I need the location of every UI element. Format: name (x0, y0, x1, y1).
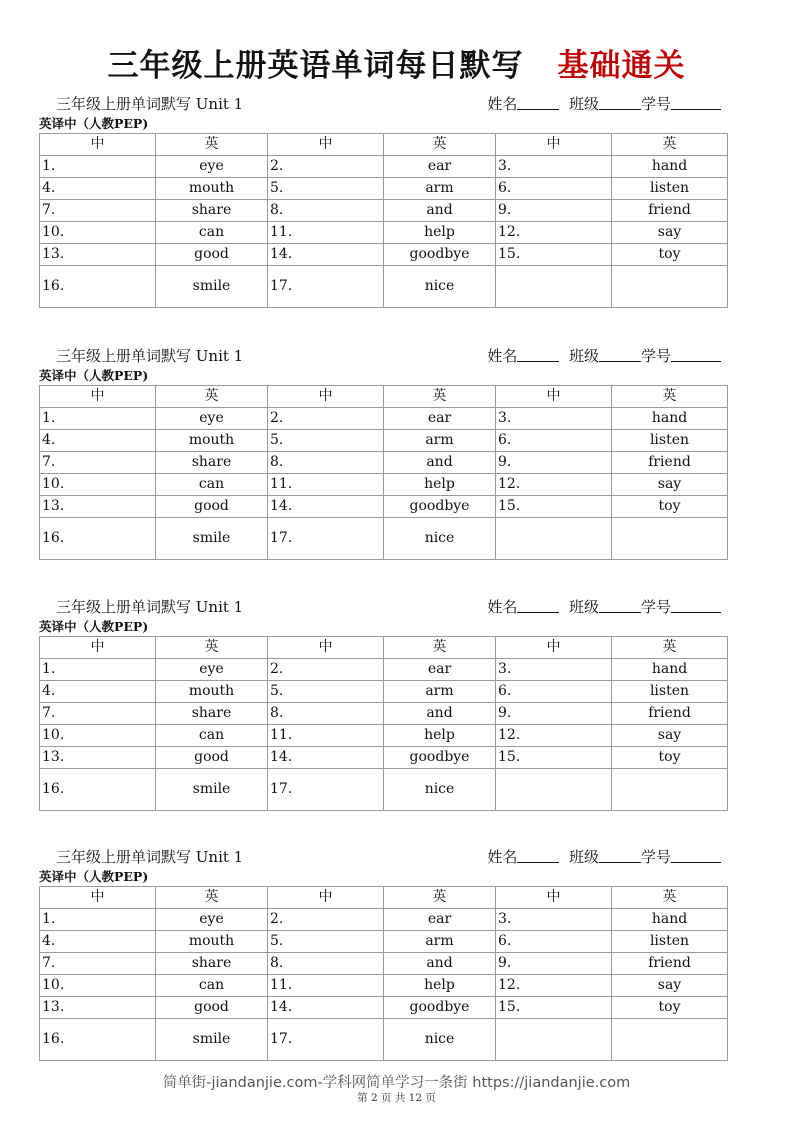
worksheet-unit-title: 三年级上册单词默写 Unit 1 (56, 95, 244, 113)
english-word-cell: nice (384, 518, 496, 560)
english-word-cell: good (156, 747, 268, 769)
class-blank[interactable] (599, 347, 641, 362)
answer-cell[interactable]: 7. (40, 200, 156, 222)
table-row (40, 474, 728, 496)
table-row (40, 975, 728, 997)
answer-cell[interactable]: 2. (268, 408, 384, 430)
answer-cell[interactable]: 2. (268, 659, 384, 681)
table-row (40, 156, 728, 178)
english-word-cell: goodbye (384, 244, 496, 266)
worksheet-subtitle: 英译中（人教PEP) (39, 619, 149, 634)
table-row (40, 659, 728, 681)
english-word-cell: friend (612, 452, 728, 474)
answer-cell[interactable]: 7. (40, 953, 156, 975)
class-blank[interactable] (599, 848, 641, 863)
answer-cell[interactable]: 10. (40, 474, 156, 496)
table-row (40, 178, 728, 200)
english-word-cell: hand (612, 156, 728, 178)
answer-cell[interactable]: 4. (40, 931, 156, 953)
answer-cell[interactable] (496, 518, 612, 560)
column-header: 中 (40, 134, 156, 156)
english-word-cell: eye (156, 909, 268, 931)
english-word-cell: arm (384, 178, 496, 200)
column-header: 英 (384, 386, 496, 408)
answer-cell[interactable]: 14. (268, 997, 384, 1019)
table-row (40, 1019, 728, 1061)
id-label: 学号 (640, 848, 671, 866)
worksheet-subtitle: 英译中（人教PEP) (39, 869, 149, 884)
name-blank[interactable] (517, 598, 559, 613)
answer-cell[interactable]: 17. (268, 266, 384, 308)
id-blank[interactable] (671, 598, 721, 613)
english-word-cell: arm (384, 931, 496, 953)
dictation-worksheet (39, 596, 729, 811)
column-header: 英 (156, 887, 268, 909)
english-word-cell: friend (612, 953, 728, 975)
worksheet-header (39, 93, 729, 115)
worksheet-subtitle: 英译中（人教PEP) (39, 116, 149, 131)
answer-cell[interactable]: 1. (40, 408, 156, 430)
answer-cell[interactable]: 5. (268, 681, 384, 703)
id-blank[interactable] (671, 848, 721, 863)
english-word-cell (612, 769, 728, 811)
english-word-cell: good (156, 997, 268, 1019)
english-word-cell: eye (156, 659, 268, 681)
answer-cell[interactable]: 15. (496, 997, 612, 1019)
answer-cell[interactable]: 8. (268, 200, 384, 222)
table-row (40, 909, 728, 931)
worksheet-unit-title: 三年级上册单词默写 Unit 1 (56, 598, 244, 616)
english-word-cell: goodbye (384, 747, 496, 769)
english-word-cell: ear (384, 659, 496, 681)
student-info (487, 345, 721, 366)
english-word-cell: listen (612, 178, 728, 200)
table-header-row (40, 887, 728, 909)
title-main: 三年级上册英语单词每日默写 (107, 48, 524, 84)
english-word-cell: mouth (156, 178, 268, 200)
english-word-cell: friend (612, 200, 728, 222)
column-header: 英 (612, 887, 728, 909)
answer-cell[interactable]: 11. (268, 725, 384, 747)
answer-cell[interactable]: 9. (496, 703, 612, 725)
answer-cell[interactable]: 4. (40, 681, 156, 703)
answer-cell[interactable]: 11. (268, 222, 384, 244)
answer-cell[interactable]: 3. (496, 909, 612, 931)
answer-cell[interactable]: 8. (268, 452, 384, 474)
name-label: 姓名 (487, 848, 518, 866)
column-header: 中 (40, 386, 156, 408)
id-label: 学号 (640, 598, 671, 616)
english-word-cell: mouth (156, 931, 268, 953)
table-header-row (40, 386, 728, 408)
table-row (40, 266, 728, 308)
student-info (487, 846, 721, 867)
english-word-cell: smile (156, 518, 268, 560)
column-header: 中 (40, 887, 156, 909)
column-header: 英 (612, 637, 728, 659)
english-word-cell: ear (384, 909, 496, 931)
answer-cell[interactable]: 1. (40, 659, 156, 681)
answer-cell[interactable]: 15. (496, 747, 612, 769)
table-row (40, 997, 728, 1019)
class-label: 班级 (568, 347, 599, 365)
word-table (39, 385, 728, 560)
english-word-cell: and (384, 703, 496, 725)
table-row (40, 430, 728, 452)
answer-cell[interactable] (496, 769, 612, 811)
page-title (0, 40, 793, 85)
column-header: 英 (156, 386, 268, 408)
id-blank[interactable] (671, 95, 721, 110)
column-header: 中 (268, 134, 384, 156)
answer-cell[interactable]: 8. (268, 953, 384, 975)
english-word-cell: and (384, 452, 496, 474)
english-word-cell: mouth (156, 681, 268, 703)
answer-cell[interactable]: 2. (268, 156, 384, 178)
english-word-cell: good (156, 496, 268, 518)
answer-cell[interactable]: 17. (268, 518, 384, 560)
english-word-cell: share (156, 953, 268, 975)
english-word-cell: toy (612, 747, 728, 769)
answer-cell[interactable]: 4. (40, 430, 156, 452)
answer-cell[interactable]: 9. (496, 953, 612, 975)
column-header: 中 (496, 637, 612, 659)
id-blank[interactable] (671, 347, 721, 362)
answer-cell[interactable]: 7. (40, 703, 156, 725)
column-header: 中 (496, 887, 612, 909)
column-header: 英 (156, 637, 268, 659)
answer-cell[interactable]: 16. (40, 1019, 156, 1061)
english-word-cell: say (612, 725, 728, 747)
answer-cell[interactable]: 14. (268, 496, 384, 518)
english-word-cell: and (384, 953, 496, 975)
answer-cell[interactable]: 10. (40, 725, 156, 747)
english-word-cell: can (156, 975, 268, 997)
column-header: 中 (268, 887, 384, 909)
english-word-cell: and (384, 200, 496, 222)
answer-cell[interactable]: 3. (496, 659, 612, 681)
english-word-cell: can (156, 474, 268, 496)
answer-cell[interactable]: 5. (268, 178, 384, 200)
table-row (40, 725, 728, 747)
footer-site: 简单街-jiandanjie.com-学科网简单学习一条街 https://jiandanjie.com (162, 1075, 631, 1091)
name-blank[interactable] (517, 848, 559, 863)
english-word-cell: share (156, 703, 268, 725)
answer-cell[interactable]: 3. (496, 156, 612, 178)
answer-cell[interactable]: 12. (496, 474, 612, 496)
answer-cell[interactable]: 4. (40, 178, 156, 200)
answer-cell[interactable]: 14. (268, 244, 384, 266)
english-word-cell: goodbye (384, 997, 496, 1019)
answer-cell[interactable]: 6. (496, 931, 612, 953)
english-word-cell: friend (612, 703, 728, 725)
class-label: 班级 (568, 95, 599, 113)
column-header: 英 (156, 134, 268, 156)
english-word-cell: arm (384, 681, 496, 703)
class-blank[interactable] (599, 598, 641, 613)
dictation-worksheet (39, 846, 729, 1061)
english-word-cell: help (384, 222, 496, 244)
answer-cell[interactable]: 2. (268, 909, 384, 931)
name-blank[interactable] (517, 95, 559, 110)
name-label: 姓名 (487, 347, 518, 365)
table-row (40, 200, 728, 222)
english-word-cell: ear (384, 408, 496, 430)
dictation-worksheet (39, 93, 729, 308)
answer-cell[interactable]: 5. (268, 931, 384, 953)
column-header: 中 (268, 637, 384, 659)
english-word-cell: smile (156, 1019, 268, 1061)
answer-cell[interactable]: 7. (40, 452, 156, 474)
answer-cell[interactable]: 6. (496, 178, 612, 200)
table-row (40, 747, 728, 769)
english-word-cell: listen (612, 681, 728, 703)
english-word-cell: goodbye (384, 496, 496, 518)
worksheet-unit-title: 三年级上册单词默写 Unit 1 (56, 848, 244, 866)
column-header: 英 (612, 386, 728, 408)
english-word-cell: say (612, 975, 728, 997)
worksheet-header (39, 345, 729, 367)
column-header: 中 (496, 386, 612, 408)
answer-cell[interactable]: 13. (40, 244, 156, 266)
table-row (40, 681, 728, 703)
dictation-worksheet (39, 345, 729, 560)
english-word-cell: can (156, 725, 268, 747)
worksheet-header (39, 596, 729, 618)
answer-cell[interactable]: 15. (496, 244, 612, 266)
table-row (40, 769, 728, 811)
english-word-cell: mouth (156, 430, 268, 452)
table-header-row (40, 637, 728, 659)
english-word-cell: say (612, 222, 728, 244)
name-label: 姓名 (487, 95, 518, 113)
english-word-cell (612, 518, 728, 560)
english-word-cell: toy (612, 496, 728, 518)
english-word-cell: arm (384, 430, 496, 452)
answer-cell[interactable]: 12. (496, 975, 612, 997)
table-row (40, 452, 728, 474)
english-word-cell: listen (612, 931, 728, 953)
answer-cell[interactable]: 16. (40, 266, 156, 308)
english-word-cell: nice (384, 1019, 496, 1061)
answer-cell[interactable]: 10. (40, 222, 156, 244)
answer-cell[interactable]: 16. (40, 769, 156, 811)
answer-cell[interactable]: 1. (40, 909, 156, 931)
answer-cell[interactable]: 17. (268, 769, 384, 811)
table-row (40, 518, 728, 560)
answer-cell[interactable]: 17. (268, 1019, 384, 1061)
english-word-cell: help (384, 975, 496, 997)
english-word-cell: nice (384, 769, 496, 811)
answer-cell[interactable] (496, 266, 612, 308)
answer-cell[interactable]: 6. (496, 681, 612, 703)
answer-cell[interactable]: 8. (268, 703, 384, 725)
word-table (39, 133, 728, 308)
answer-cell[interactable]: 14. (268, 747, 384, 769)
english-word-cell: hand (612, 909, 728, 931)
answer-cell[interactable]: 9. (496, 200, 612, 222)
english-word-cell: hand (612, 659, 728, 681)
english-word-cell: good (156, 244, 268, 266)
word-table (39, 886, 728, 1061)
english-word-cell (612, 266, 728, 308)
class-blank[interactable] (599, 95, 641, 110)
answer-cell[interactable]: 12. (496, 725, 612, 747)
title-accent: 基础通关 (557, 48, 686, 84)
student-info (487, 93, 721, 114)
name-blank[interactable] (517, 347, 559, 362)
answer-cell[interactable]: 5. (268, 430, 384, 452)
english-word-cell: help (384, 474, 496, 496)
english-word-cell: eye (156, 156, 268, 178)
table-header-row (40, 134, 728, 156)
answer-cell[interactable]: 9. (496, 452, 612, 474)
english-word-cell: toy (612, 997, 728, 1019)
column-header: 中 (496, 134, 612, 156)
english-word-cell: smile (156, 769, 268, 811)
english-word-cell: help (384, 725, 496, 747)
answer-cell[interactable]: 3. (496, 408, 612, 430)
answer-cell[interactable]: 6. (496, 430, 612, 452)
table-row (40, 496, 728, 518)
english-word-cell: say (612, 474, 728, 496)
class-label: 班级 (568, 848, 599, 866)
id-label: 学号 (640, 95, 671, 113)
english-word-cell: share (156, 452, 268, 474)
id-label: 学号 (640, 347, 671, 365)
table-row (40, 953, 728, 975)
english-word-cell (612, 1019, 728, 1061)
worksheet-subtitle: 英译中（人教PEP) (39, 368, 149, 383)
english-word-cell: hand (612, 408, 728, 430)
answer-cell[interactable]: 11. (268, 474, 384, 496)
answer-cell[interactable]: 1. (40, 156, 156, 178)
answer-cell[interactable] (496, 1019, 612, 1061)
table-row (40, 222, 728, 244)
worksheet-header (39, 846, 729, 868)
answer-cell[interactable]: 13. (40, 496, 156, 518)
english-word-cell: share (156, 200, 268, 222)
column-header: 英 (384, 637, 496, 659)
word-table (39, 636, 728, 811)
answer-cell[interactable]: 13. (40, 997, 156, 1019)
table-row (40, 408, 728, 430)
table-row (40, 931, 728, 953)
table-row (40, 244, 728, 266)
answer-cell[interactable]: 15. (496, 496, 612, 518)
english-word-cell: can (156, 222, 268, 244)
answer-cell[interactable]: 11. (268, 975, 384, 997)
answer-cell[interactable]: 12. (496, 222, 612, 244)
answer-cell[interactable]: 16. (40, 518, 156, 560)
class-label: 班级 (568, 598, 599, 616)
name-label: 姓名 (487, 598, 518, 616)
english-word-cell: smile (156, 266, 268, 308)
answer-cell[interactable]: 10. (40, 975, 156, 997)
english-word-cell: nice (384, 266, 496, 308)
table-row (40, 703, 728, 725)
english-word-cell: listen (612, 430, 728, 452)
column-header: 英 (384, 134, 496, 156)
student-info (487, 596, 721, 617)
column-header: 英 (384, 887, 496, 909)
column-header: 英 (612, 134, 728, 156)
answer-cell[interactable]: 13. (40, 747, 156, 769)
column-header: 中 (268, 386, 384, 408)
worksheet-unit-title: 三年级上册单词默写 Unit 1 (56, 347, 244, 365)
english-word-cell: toy (612, 244, 728, 266)
english-word-cell: ear (384, 156, 496, 178)
column-header: 中 (40, 637, 156, 659)
english-word-cell: eye (156, 408, 268, 430)
page-number: 第 2 页 共 12 页 (357, 1092, 436, 1104)
